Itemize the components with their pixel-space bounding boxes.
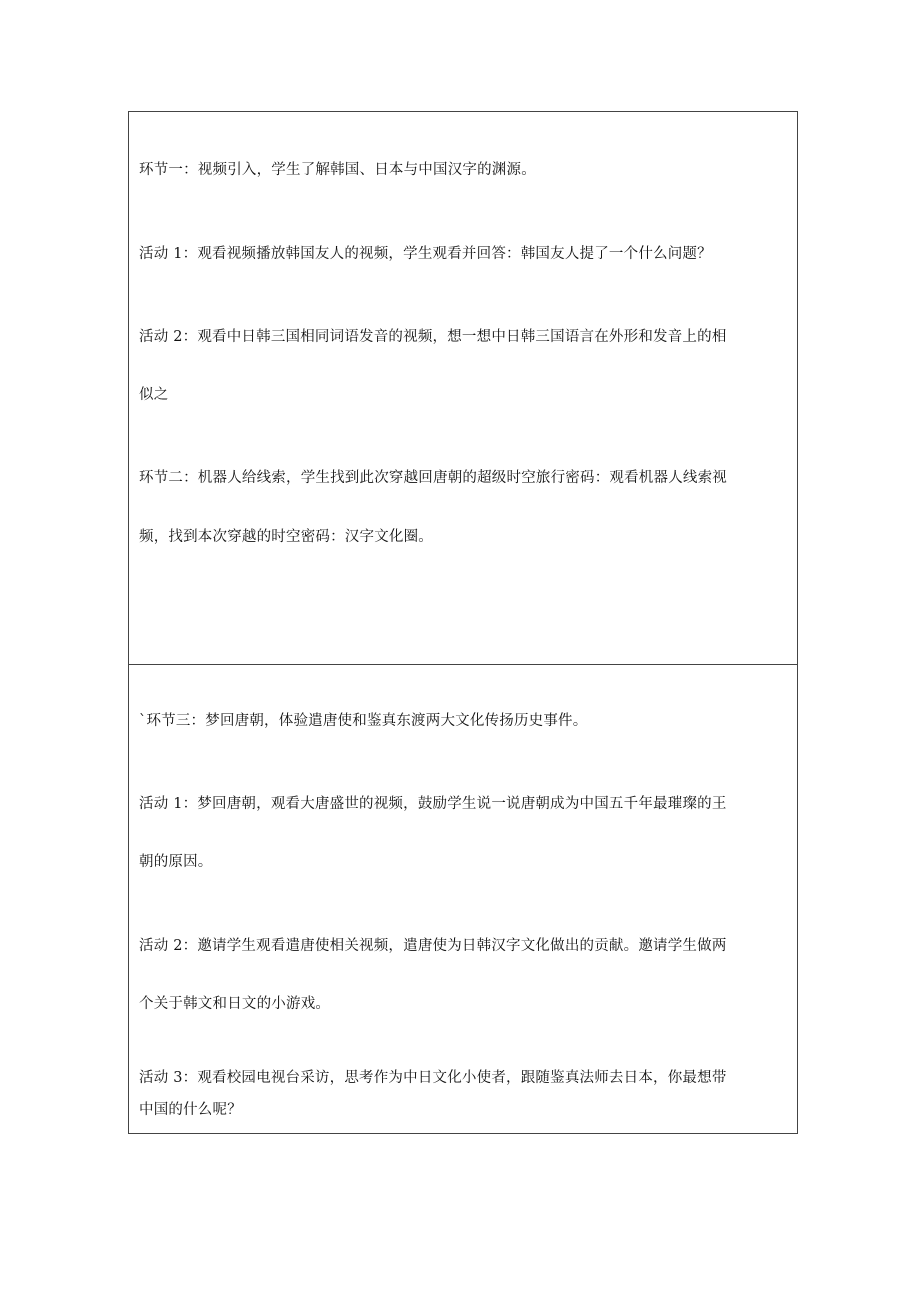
text-line-step-3: `环节三：梦回唐朝，体验遣唐使和鉴真东渡两大文化传扬历史事件。	[139, 713, 588, 729]
text-line-activity-1: 活动 1：梦回唐朝，观看大唐盛世的视频，鼓励学生说一说唐朝成为中国五千年最璀璨的王	[139, 796, 727, 812]
text-line-activity-2-cont: 个关于韩文和日文的小游戏。	[139, 996, 331, 1012]
table-cell-section-1	[129, 112, 797, 665]
text-line-activity-3: 活动 3：观看校园电视台采访，思考作为中日文化小使者，跟随鉴真法师去日本，你最想带	[139, 1070, 727, 1086]
text-line-activity-2: 活动 2：邀请学生观看遣唐使相关视频，遣唐使为日韩汉字文化做出的贡献。邀请学生做两	[139, 938, 727, 954]
text-line-activity-2: 活动 2：观看中日韩三国相同词语发音的视频，想一想中日韩三国语言在外形和发音上的相	[139, 329, 727, 345]
table-cell-section-2	[129, 665, 797, 1133]
text-line-activity-2-cont: 似之	[139, 387, 169, 403]
text-line-activity-1-cont: 朝的原因。	[139, 854, 213, 870]
lesson-plan-table	[128, 111, 798, 1134]
text-line-step-1: 环节一：视频引入，学生了解韩国、日本与中国汉字的渊源。	[139, 162, 536, 178]
text-line-activity-1: 活动 1：观看视频播放韩国友人的视频，学生观看并回答：韩国友人提了一个什么问题？	[139, 246, 712, 262]
text-line-step-2: 环节二：机器人给线索，学生找到此次穿越回唐朝的超级时空旅行密码：观看机器人线索视	[139, 470, 727, 486]
text-line-step-2-cont: 频，找到本次穿越的时空密码：汉字文化圈。	[139, 529, 433, 545]
text-line-activity-3-cont: 中国的什么呢？	[139, 1102, 242, 1118]
